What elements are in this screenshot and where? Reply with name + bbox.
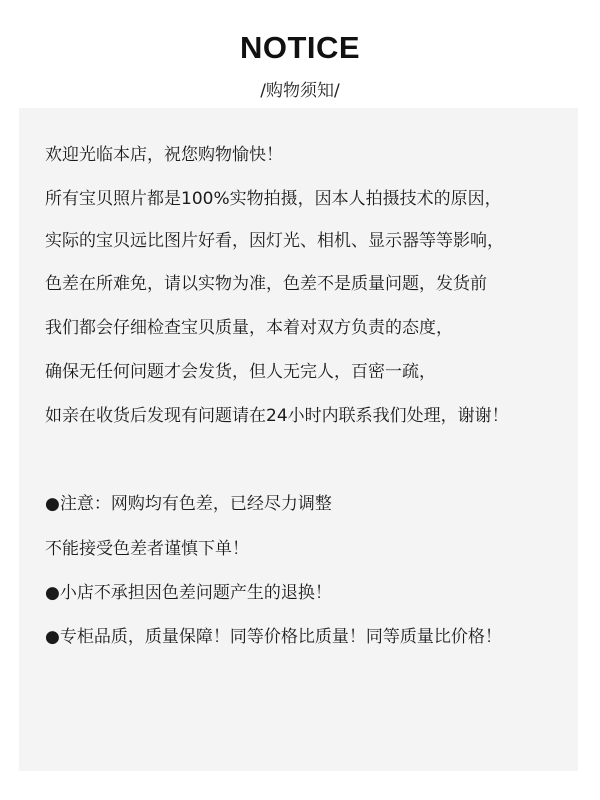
notice-paragraph-line: 我们都会仔细检查宝贝质量，本着对双方负责的态度， [45, 318, 453, 338]
notice-note-line: 不能接受色差者谨慎下单！ [45, 539, 249, 559]
notice-note-line: ●小店不承担因色差问题产生的退换！ [45, 583, 332, 603]
notice-note-line: ●专柜品质，质量保障！同等价格比质量！同等质量比价格！ [45, 627, 502, 647]
notice-paragraph-line: 色差在所难免，请以实物为准，色差不是质量问题，发货前 [45, 274, 487, 294]
notice-paragraph-line: 实际的宝贝远比图片好看，因灯光、相机、显示器等等影响， [45, 231, 504, 251]
page-subtitle: /购物须知/ [260, 81, 340, 101]
notice-note-line: ●注意：网购均有色差，已经尽力调整 [45, 494, 332, 514]
notice-paragraph-line: 确保无任何问题才会发货，但人无完人，百密一疏， [45, 362, 436, 382]
notice-header [0, 0, 600, 108]
notice-paragraph-line: 如亲在收货后发现有问题请在24小时内联系我们处理，谢谢！ [45, 406, 509, 426]
notice-paragraph-line: 所有宝贝照片都是100%实物拍摄，因本人拍摄技术的原因， [45, 189, 502, 209]
notice-paragraph-line: 欢迎光临本店，祝您购物愉快！ [45, 145, 283, 165]
page-title: NOTICE [239, 30, 361, 65]
